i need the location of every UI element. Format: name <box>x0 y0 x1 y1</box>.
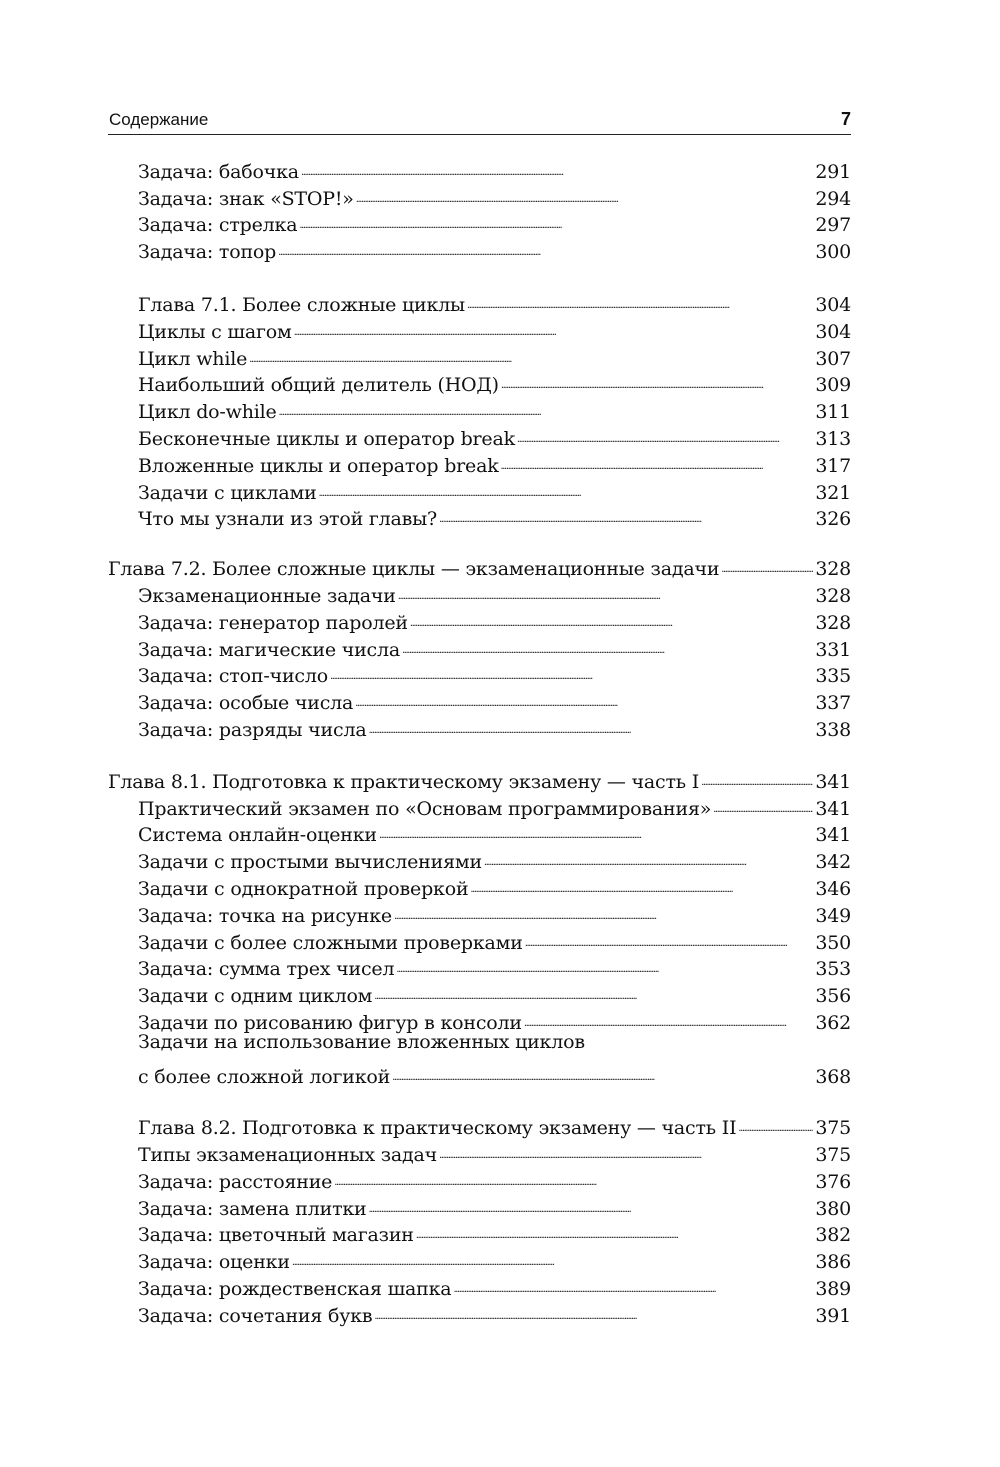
toc-page-number: 342 <box>815 851 851 874</box>
dot-leader <box>453 1268 813 1295</box>
toc-page-number: 309 <box>815 374 851 397</box>
toc-page-number: 375 <box>815 1117 851 1140</box>
toc-entry-title: Задача: сумма трех чисел <box>138 958 395 981</box>
toc-entry-title: Глава 8.2. Подготовка к практическому экзамену — часть II <box>138 1117 737 1140</box>
dot-leader <box>467 284 813 311</box>
toc-page-number: 335 <box>815 665 851 688</box>
dot-leader <box>525 922 814 949</box>
toc-entry[interactable] <box>108 1108 851 1140</box>
toc-entry-title: Задачи по рисованию фигур в консоли <box>138 1011 522 1034</box>
dot-leader <box>398 575 814 602</box>
toc-entry-title: Задача: особые числа <box>138 692 354 715</box>
toc-page-number: 349 <box>815 904 851 927</box>
toc-page-number: 328 <box>815 611 851 634</box>
dot-leader <box>292 1241 814 1268</box>
dot-leader <box>369 1188 814 1215</box>
toc-page-number: 382 <box>815 1224 851 1247</box>
dot-leader <box>299 205 813 232</box>
toc-entry-title: Система онлайн-оценки <box>138 824 377 847</box>
dot-leader <box>402 629 813 656</box>
dot-leader <box>396 949 813 976</box>
toc-page-number: 341 <box>815 770 851 793</box>
dot-leader <box>294 311 814 338</box>
toc-entry-title: Задачи с циклами <box>138 481 317 504</box>
toc-entry-title: Задача: расстояние <box>138 1170 333 1193</box>
dot-leader <box>374 1295 813 1322</box>
toc-chapter-entry[interactable] <box>108 548 851 581</box>
toc-page-number: 291 <box>815 160 851 183</box>
toc-page-number: 356 <box>815 985 851 1008</box>
toc-page-number: 304 <box>815 293 851 316</box>
toc-page-number: 389 <box>815 1278 851 1301</box>
dot-leader <box>484 841 813 868</box>
toc-page-number: 294 <box>815 187 851 210</box>
dot-leader <box>355 682 813 709</box>
toc-entry-title: Задача: магические числа <box>138 638 400 661</box>
toc-entry-title: Задача: рождественская шапка <box>138 1278 452 1301</box>
toc-page-number: 307 <box>815 347 851 370</box>
toc-chapter-entry[interactable] <box>108 761 851 793</box>
toc-entry-title: Глава 7.2. Более сложные циклы — экзаменационные задачи <box>108 558 720 581</box>
toc-page-number: 386 <box>815 1251 851 1274</box>
dot-leader <box>368 709 813 736</box>
toc-page-number: 391 <box>815 1304 851 1327</box>
dot-leader <box>524 1002 813 1029</box>
toc-page-number: 326 <box>815 508 851 531</box>
toc-entry-title: Задача: цветочный магазин <box>138 1224 414 1247</box>
toc-entry-title-line: Задачи на использование вложенных циклов <box>138 1030 585 1053</box>
toc-entry-title: Практический экзамен по «Основам программирования» <box>138 797 712 820</box>
toc-page-number: 313 <box>815 427 851 450</box>
header-page-number: 7 <box>840 109 851 129</box>
toc-entry-title: Цикл while <box>138 347 248 370</box>
toc-page-number: 346 <box>815 877 851 900</box>
toc-entry-title: с более сложной логикой <box>138 1065 391 1088</box>
toc-page-number: 321 <box>815 481 851 504</box>
toc-page-number: 375 <box>815 1144 851 1167</box>
dot-leader <box>394 895 813 922</box>
dot-leader <box>330 656 813 683</box>
running-header <box>108 108 851 135</box>
dot-leader <box>721 548 813 575</box>
toc-entry-title: Задача: стоп-число <box>138 665 328 688</box>
toc-entry-title: Цикл do-while <box>138 401 277 424</box>
dot-leader <box>249 338 813 365</box>
dot-leader <box>470 868 813 895</box>
toc-page-number: 328 <box>815 558 851 581</box>
toc-entry-title: Бесконечные циклы и оператор break <box>138 427 515 450</box>
toc-page-number: 350 <box>815 931 851 954</box>
dot-leader <box>279 391 814 418</box>
toc-page-number: 368 <box>815 1065 851 1088</box>
toc-entry-title: Что мы узнали из этой главы? <box>138 508 438 531</box>
toc-entry-title: Задачи с однократной проверкой <box>138 877 469 900</box>
header-title: Содержание <box>109 110 209 129</box>
dot-leader <box>374 975 813 1002</box>
toc-page-number: 376 <box>815 1170 851 1193</box>
toc-page-number: 338 <box>815 718 851 741</box>
toc-entry-title: Циклы с шагом <box>138 320 292 343</box>
dot-leader <box>410 602 813 629</box>
toc-page-number: 341 <box>815 824 851 847</box>
toc-page-number: 353 <box>815 958 851 981</box>
dot-leader <box>517 418 813 445</box>
table-of-contents <box>108 151 851 1327</box>
toc-page-number: 300 <box>815 241 851 264</box>
dot-leader <box>416 1215 814 1242</box>
toc-entry-title: Задача: стрелка <box>138 214 298 237</box>
toc-page-number: 304 <box>815 320 851 343</box>
dot-leader <box>738 1108 813 1135</box>
toc-entry-title: Задача: генератор паролей <box>138 611 408 634</box>
toc-entry[interactable] <box>108 1056 851 1088</box>
toc-entry-title: Задача: точка на рисунке <box>138 904 392 927</box>
toc-page-number: 341 <box>815 797 851 820</box>
toc-entry-title: Глава 8.1. Подготовка к практическому экзамену — часть I <box>108 770 700 793</box>
dot-leader <box>501 365 813 392</box>
dot-leader <box>713 788 813 815</box>
toc-entry-title: Задача: сочетания букв <box>138 1304 373 1327</box>
dot-leader <box>278 231 813 258</box>
dot-leader <box>301 151 813 178</box>
toc-entry[interactable] <box>108 284 851 316</box>
dot-leader <box>356 178 814 205</box>
toc-entry-title: Задача: замена плитки <box>138 1197 367 1220</box>
dot-leader <box>701 761 813 788</box>
toc-entry-title: Задачи с более сложными проверками <box>138 931 523 954</box>
toc-entry-title: Задачи с простыми вычислениями <box>138 851 482 874</box>
toc-page-number: 328 <box>815 584 851 607</box>
toc-page-number: 331 <box>815 638 851 661</box>
dot-leader <box>379 815 813 842</box>
toc-page-number: 311 <box>815 401 851 424</box>
toc-entry[interactable] <box>108 151 851 183</box>
dot-leader <box>439 1134 813 1161</box>
dot-leader <box>334 1161 813 1188</box>
dot-leader <box>319 472 814 499</box>
toc-entry-title: Вложенные циклы и оператор break <box>138 454 499 477</box>
toc-entry-title: Задача: разряды числа <box>138 718 367 741</box>
toc-page-number: 317 <box>815 454 851 477</box>
dot-leader <box>392 1056 813 1083</box>
toc-entry-title: Глава 7.1. Более сложные циклы <box>138 293 465 316</box>
toc-page-number: 337 <box>815 692 851 715</box>
dot-leader <box>501 445 814 472</box>
toc-entry-title: Задача: бабочка <box>138 160 299 183</box>
toc-entry-title: Задачи с одним циклом <box>138 985 373 1008</box>
toc-entry-title: Задача: топор <box>138 241 277 264</box>
toc-entry-title: Типы экзаменационных задач <box>138 1144 437 1167</box>
toc-entry-title: Задача: оценки <box>138 1251 290 1274</box>
dot-leader <box>439 499 813 526</box>
toc-entry-title: Задача: знак «STOP!» <box>138 187 354 210</box>
toc-page-number: 362 <box>815 1011 851 1034</box>
toc-page-number: 380 <box>815 1197 851 1220</box>
toc-page-number: 297 <box>815 214 851 237</box>
toc-entry-title: Экзаменационные задачи <box>138 584 396 607</box>
toc-entry-title: Наибольший общий делитель (НОД) <box>138 374 499 397</box>
